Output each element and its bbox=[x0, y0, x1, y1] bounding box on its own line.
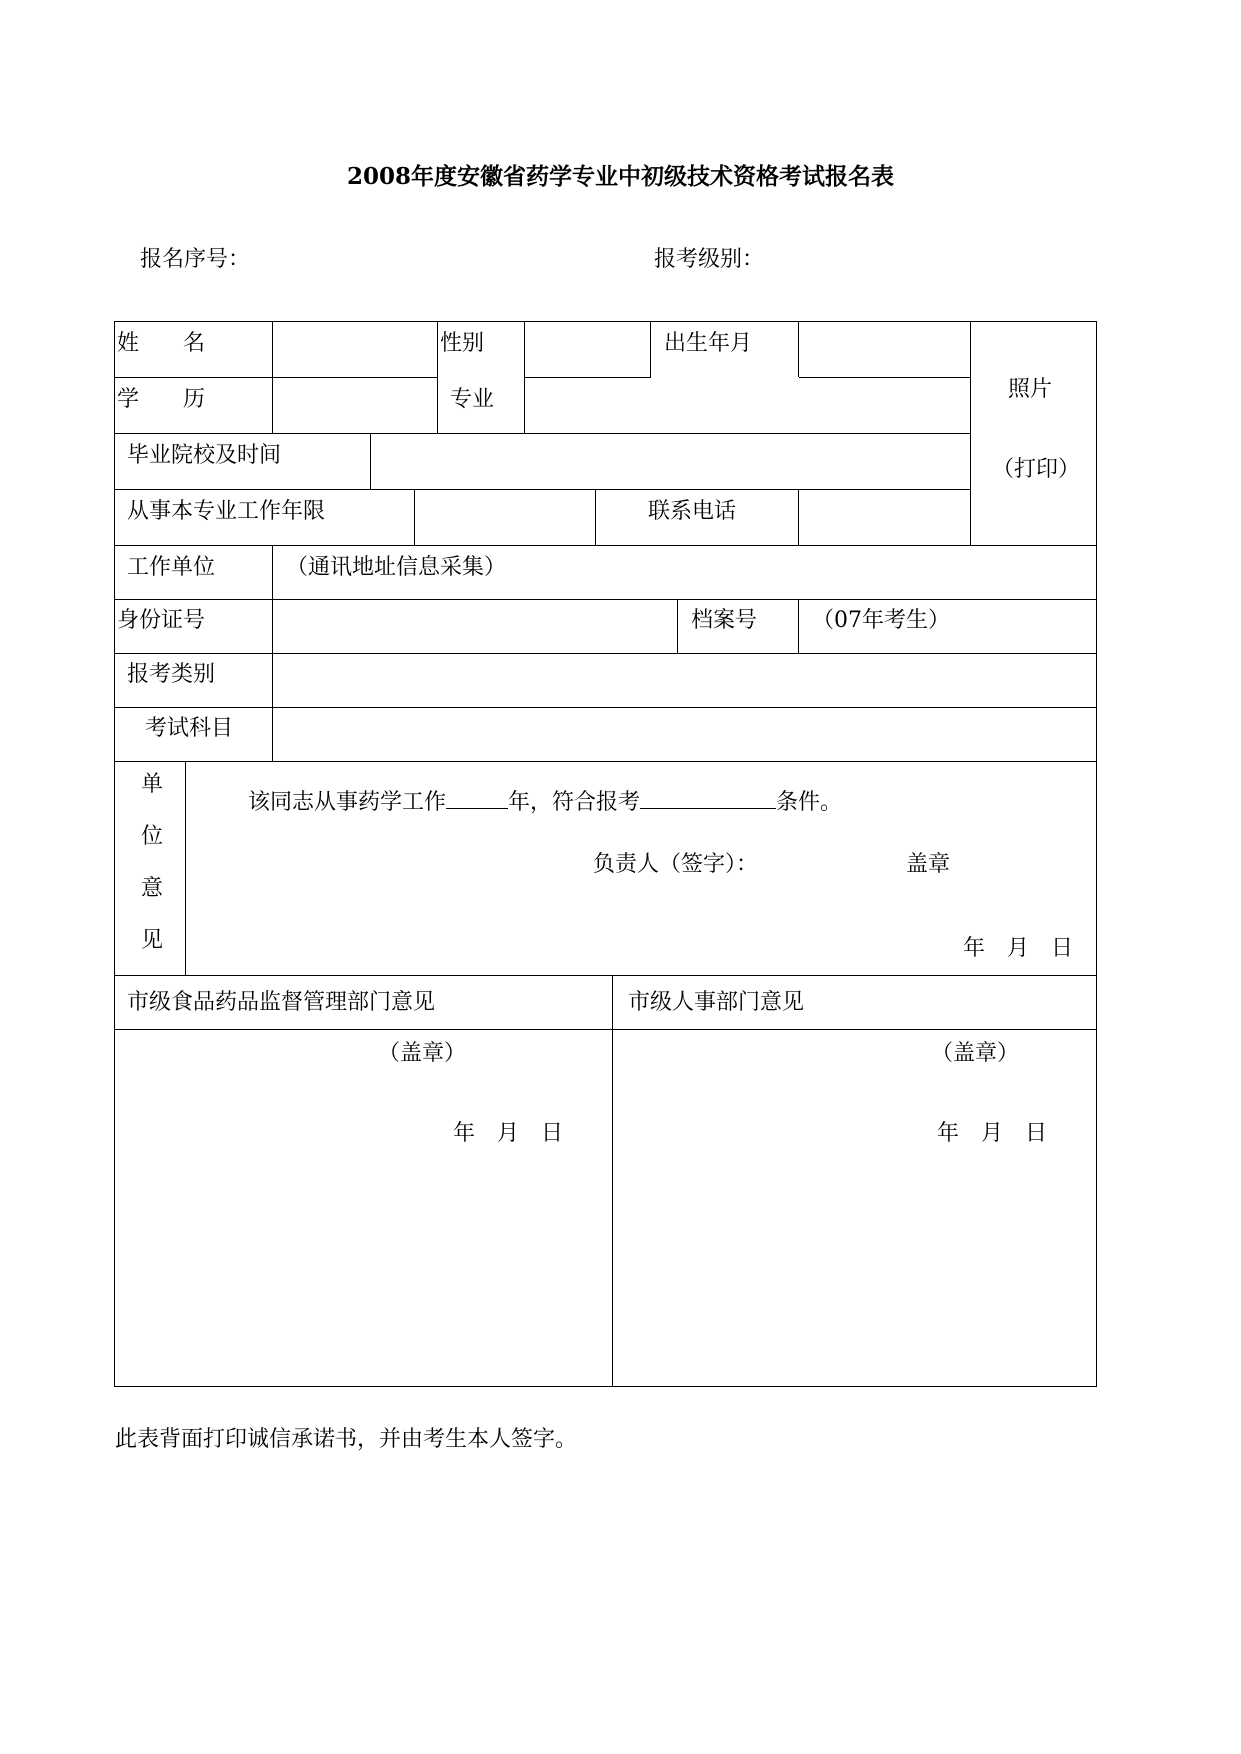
work-years-field[interactable] bbox=[416, 491, 594, 544]
id-number-field[interactable] bbox=[274, 601, 676, 652]
archive-number-note: （07年考生） bbox=[812, 608, 950, 633]
statement-part3: 条件。 bbox=[776, 790, 843, 815]
education-field[interactable] bbox=[274, 379, 436, 432]
gender-label: 性别 bbox=[440, 331, 485, 356]
employer-field[interactable] bbox=[274, 547, 1095, 598]
hr-opinion-label: 市级人事部门意见 bbox=[628, 990, 805, 1015]
footer-note: 此表背面打印诚信承诺书，并由考生本人签字。 bbox=[115, 1427, 578, 1452]
unit-opinion-date: 年 月 日 bbox=[963, 936, 1074, 961]
photo-print-note: （打印） bbox=[992, 457, 1081, 482]
form-title: 2008年度安徽省药学专业中初级技术资格考试报名表 bbox=[346, 163, 894, 190]
unit-opinion-statement bbox=[248, 785, 842, 816]
work-years-label: 从事本专业工作年限 bbox=[127, 499, 326, 524]
fda-opinion-area[interactable] bbox=[116, 1031, 611, 1385]
unit-opinion-label-char: 位 bbox=[140, 824, 163, 849]
birth-date-field[interactable] bbox=[800, 323, 969, 376]
employer-label: 工作单位 bbox=[127, 555, 216, 580]
seal-label: 盖章 bbox=[906, 852, 951, 877]
hr-date: 年 月 日 bbox=[937, 1121, 1048, 1146]
name-field[interactable] bbox=[274, 323, 436, 376]
id-number-label: 身份证号 bbox=[117, 608, 206, 633]
exam-category-field[interactable] bbox=[274, 655, 1095, 706]
phone-label: 联系电话 bbox=[648, 499, 737, 524]
exam-subjects-label: 考试科目 bbox=[145, 716, 234, 741]
exam-subjects-field[interactable] bbox=[274, 709, 1095, 760]
exam-category-label: 报考类别 bbox=[127, 662, 216, 687]
hr-seal-label: （盖章） bbox=[931, 1041, 1020, 1066]
school-label: 毕业院校及时间 bbox=[127, 443, 282, 468]
archive-number-field[interactable] bbox=[800, 601, 1095, 652]
archive-number-label: 档案号 bbox=[691, 608, 758, 633]
birth-date-label: 出生年月 bbox=[664, 331, 753, 356]
photo-label: 照片 bbox=[1008, 377, 1053, 402]
statement-part1: 该同志从事药学工作 bbox=[248, 790, 447, 815]
fda-seal-label: （盖章） bbox=[378, 1041, 467, 1066]
photo-box[interactable] bbox=[972, 323, 1095, 544]
major-label: 专业 bbox=[450, 387, 495, 412]
signer-label: 负责人（签字）： bbox=[593, 852, 759, 877]
employer-note: （通讯地址信息采集） bbox=[286, 555, 507, 580]
hr-opinion-area[interactable] bbox=[614, 1031, 1095, 1385]
serial-number-label: 报名序号： bbox=[140, 247, 251, 272]
major-field[interactable] bbox=[526, 379, 969, 432]
statement-part2: 年，符合报考 bbox=[508, 790, 641, 815]
gender-field[interactable] bbox=[526, 323, 649, 376]
qualification-blank[interactable] bbox=[640, 788, 776, 809]
unit-opinion-label-char: 单 bbox=[140, 772, 163, 797]
fda-opinion-label: 市级食品药品监督管理部门意见 bbox=[127, 990, 436, 1015]
phone-field[interactable] bbox=[800, 491, 969, 544]
fda-date: 年 月 日 bbox=[453, 1121, 564, 1146]
work-years-blank[interactable] bbox=[446, 788, 508, 809]
school-field[interactable] bbox=[372, 435, 969, 488]
name-label: 姓 名 bbox=[117, 331, 206, 356]
unit-opinion-label-char: 见 bbox=[140, 928, 163, 953]
education-label: 学 历 bbox=[117, 387, 206, 412]
unit-opinion-label-char: 意 bbox=[140, 876, 163, 901]
exam-level-label: 报考级别： bbox=[654, 247, 765, 272]
